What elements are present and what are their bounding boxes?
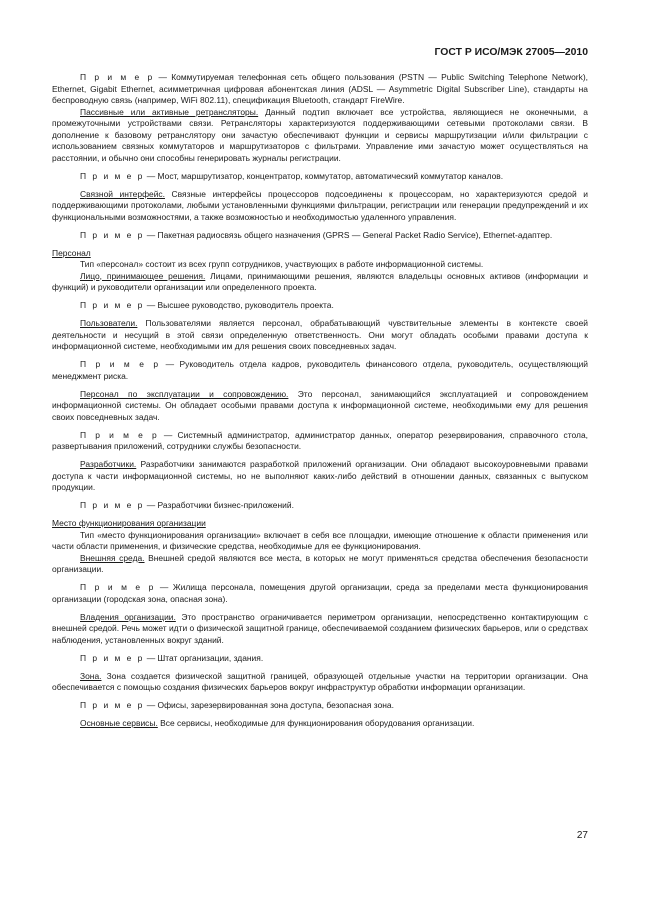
paragraph-example xyxy=(52,230,588,242)
example-lead: П р и м е р xyxy=(80,429,159,440)
paragraph-term xyxy=(52,671,588,694)
term-label: Связной интерфейс. xyxy=(80,188,165,199)
example-lead: П р и м е р xyxy=(80,72,155,82)
paragraph-example xyxy=(52,700,588,712)
paragraph-text: Это пространство ограничивается периметром организации, непосредственно контактирующим с внешней средой. Речь может идти о физической защитной границе, обеспечиваемой созданием физических барьеров, или о средствах наблюдения, установленных вокруг зданий. xyxy=(52,611,589,645)
document-body xyxy=(52,72,588,730)
page-number: 27 xyxy=(576,830,588,841)
example-lead: П р и м е р xyxy=(80,582,156,592)
paragraph-plain: Тип «персонал» состоит из всех групп сотрудников, участвующих в работе информационной системы. xyxy=(80,259,484,269)
term-label: Разработчики. xyxy=(80,459,137,469)
paragraph-text: — Высшее руководство, руководитель проекта. xyxy=(144,300,334,310)
paragraph-plain: Тип «место функционирования организации» включает в себя все площадки, имеющие отношение к области применения или части области применения, и физические средства, необходимые для ее функционирования. xyxy=(52,529,588,551)
paragraph-text: — Пакетная радиосвязь общего назначения (GPRS — General Packet Radio Service), Ethernet-адаптер. xyxy=(144,229,553,240)
document-header: ГОСТ Р ИСО/МЭК 27005—2010 xyxy=(434,47,588,58)
term-label: Пассивные или активные ретрансляторы. xyxy=(80,106,259,117)
paragraph-text: — Разработчики бизнес-приложений. xyxy=(144,500,294,510)
paragraph-term xyxy=(52,553,588,576)
paragraph-text: Все сервисы, необходимые для функционирования оборудования организации. xyxy=(157,718,475,728)
term-label: Лицо, принимающее решения. xyxy=(80,270,206,281)
paragraph-text: Внешней средой являются все места, в которых не могут применяться средства обеспечения безопасности организации. xyxy=(52,552,588,574)
paragraph-example xyxy=(52,171,588,183)
paragraph-example xyxy=(52,582,588,605)
section-heading-text: Место функционирования организации xyxy=(52,518,206,528)
paragraph-term xyxy=(52,459,588,494)
paragraph-term xyxy=(52,107,588,165)
term-label: Внешняя среда. xyxy=(80,552,145,563)
paragraph-term xyxy=(52,718,588,730)
term-label: Владения организации. xyxy=(80,611,176,622)
paragraph-text: — Системный администратор, администратор данных, оператор резервирования, справочного стола, развертывания приложений, сотрудники службы безопасности. xyxy=(52,429,588,451)
paragraph-text: Разработчики занимаются разработкой приложений организации. Они обладают высокоуровневыми правами доступа к части информационной системы, но не выполняют каких-либо действий в отношении данных, связанных с выпуском продукции. xyxy=(52,459,588,492)
example-lead: П р и м е р xyxy=(80,170,145,181)
example-lead: П р и м е р xyxy=(80,300,145,310)
paragraph-text: — Офисы, зарезервированная зона доступа, безопасная зона. xyxy=(144,700,394,710)
section-heading xyxy=(52,518,588,530)
paragraph-text: Данный подтип включает все устройства, являющиеся не оконечными, а промежуточными устройствами связи. Ретрансляторы характеризуются поддерживающими сетевыми протоколами связи. В дополнение к базовому ретранслятору они зачастую обеспечивают функции и сервисы маршрутизации и/или фильтрации с использованием связных коммутаторов и маршрутизаторов с фильтрами. Управление ими зачастую может осуществляться на расстоянии, и обычно они способны генерировать журналы регистрации. xyxy=(52,106,588,163)
example-lead: П р и м е р xyxy=(80,229,145,240)
paragraph-example xyxy=(52,300,588,312)
paragraph-term xyxy=(52,389,588,424)
section-heading-text: Персонал xyxy=(52,247,91,258)
paragraph-text: — Коммутируемая телефонная сеть общего пользования (PSTN — Public Switching Telephone Network), Ethernet, Gigabit Ethernet, асимметричная цифровая абонентская линия (ADSL — Asymmetric Digital Subscriber Line), стандарты на беспроводную связь (например, WiFi 802.11), спецификация Bluetooth, стандарт FireWire. xyxy=(52,72,588,105)
paragraph-example xyxy=(52,72,588,107)
paragraph-text: — Руководитель отдела кадров, руководитель финансового отдела, руководитель, осуществляющий менеджмент риска. xyxy=(52,359,588,381)
paragraph-example xyxy=(52,430,588,453)
term-label: Пользователи. xyxy=(80,318,138,328)
paragraph-text: — Штат организации, здания. xyxy=(144,652,264,663)
paragraph-term xyxy=(52,612,588,647)
term-label: Зона. xyxy=(80,670,102,681)
paragraph-example xyxy=(52,500,588,512)
paragraph-text: — Мост, маршрутизатор, концентратор, коммутатор, автоматический коммутатор каналов. xyxy=(144,170,504,181)
example-lead: П р и м е р xyxy=(80,700,145,710)
example-lead: П р и м е р xyxy=(80,500,145,510)
term-label: Основные сервисы. xyxy=(80,718,158,728)
paragraph-text: Это персонал, занимающийся эксплуатацией и сопровождением информационной системы. Он обладает особыми правами доступа к информационной системе, необходимыми ему для решения своих повседневных задач. xyxy=(52,388,588,422)
paragraph-text: Пользователями является персонал, обрабатывающий чувствительные элементы в контексте своей деятельности и несущий в этой связи определенную ответственность. Они могут обладать особыми правами доступа к информационной системе, необходимыми им для решения своих повседневных задач. xyxy=(52,318,588,351)
section-heading xyxy=(52,248,588,260)
paragraph-example xyxy=(52,653,588,665)
paragraph-term xyxy=(52,271,588,294)
paragraph-text: — Жилища персонала, помещения другой организации, среда за пределами места функционирования организации (городская зона, опасная зона). xyxy=(52,582,588,604)
paragraph-term xyxy=(52,318,588,353)
term-label: Персонал по эксплуатации и сопровождению. xyxy=(80,388,289,399)
paragraph-term xyxy=(52,189,588,224)
paragraph-text: Лицами, принимающими решения, являются владельцы основных активов (информации и функций) и руководители организации или определенного проекта. xyxy=(52,270,588,292)
paragraph-example xyxy=(52,359,588,382)
paragraph-text: Связные интерфейсы процессоров подсоединены к процессорам, но характеризуются средой и поддерживающими протоколами, любыми установленными функциями фильтрации, регистрации или генерации предупреждений и их функциональными возможностями, а также возможностью и необходимостью удаленного управления. xyxy=(52,188,588,222)
example-lead: П р и м е р xyxy=(80,359,161,369)
example-lead: П р и м е р xyxy=(80,652,145,663)
paragraph-text: Зона создается физической защитной границей, образующей отдельные участки на территории организации. Она обеспечивается с помощью создания физических барьеров вокруг инфраструктур обработки информации организации. xyxy=(52,670,588,692)
